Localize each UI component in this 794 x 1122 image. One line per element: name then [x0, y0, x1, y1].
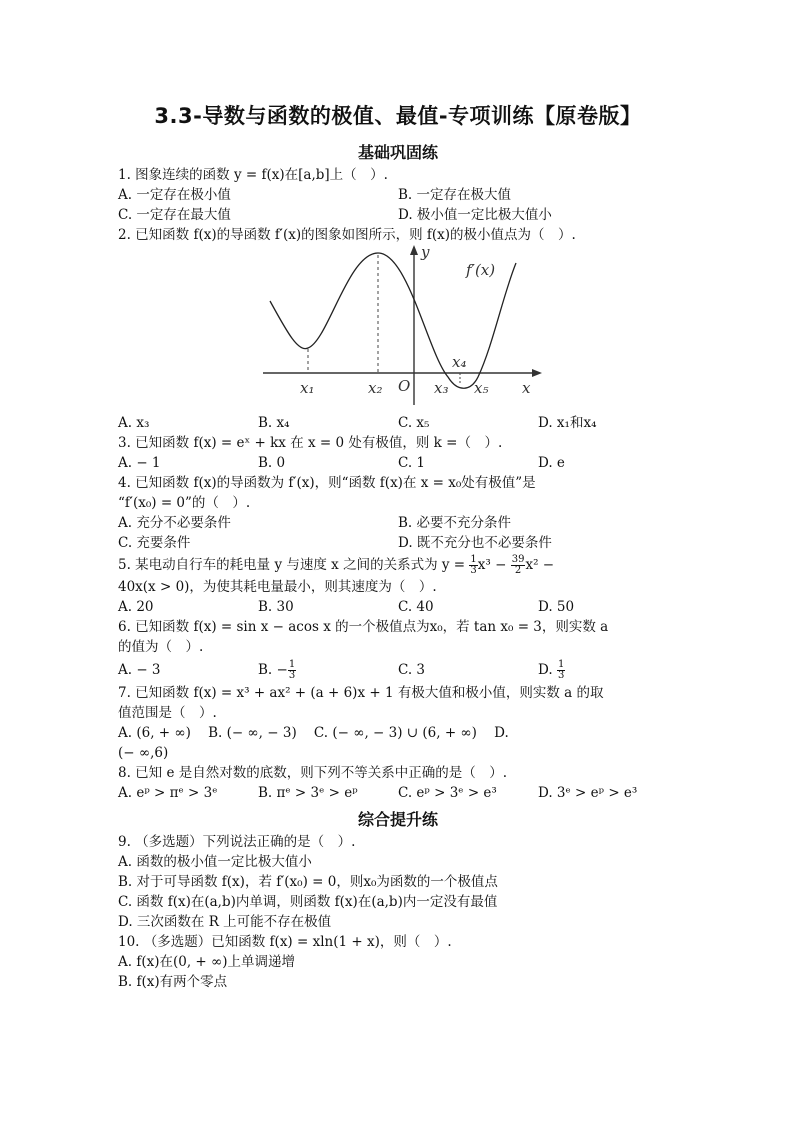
- derivative-graph: [118, 245, 678, 413]
- section-heading-basic: 基础巩固练: [357, 143, 438, 162]
- option-a: A. eᵖ > πᵉ > 3ᵉ: [118, 785, 218, 801]
- y-axis-arrow: [410, 245, 418, 255]
- option-a: A. x₃: [118, 415, 150, 431]
- question-1-options-2: [118, 205, 678, 225]
- question-4-options-2: [118, 533, 678, 553]
- option-c: C. (− ∞, − 3) ∪ (6, + ∞): [313, 725, 477, 741]
- option-c: C. eᵖ > 3ᵉ > e³: [398, 785, 497, 801]
- origin-label: O: [398, 377, 411, 395]
- frac-den: 2: [514, 565, 522, 576]
- x3-label: x₃: [434, 379, 449, 397]
- option-d: D.: [494, 725, 509, 741]
- option-b: B. 30: [258, 599, 294, 615]
- question-10-option-a: A. f(x)在(0, + ∞)上单调递增: [118, 954, 296, 970]
- question-6-stem-line-2: 的值为（ ）.: [118, 639, 204, 655]
- question-9-option-b: B. 对于可导函数 f(x)，若 f′(x₀) = 0，则x₀为函数的一个极值点: [118, 874, 498, 890]
- frac-den: 3: [470, 565, 477, 576]
- question-4-options: [118, 513, 678, 533]
- option-b: B. πᵉ > 3ᵉ > eᵖ: [258, 785, 358, 801]
- question-6-stem-line-1: 6. 已知函数 f(x) = sin x − acos x 的一个极值点为x₀，若 tan x₀ = 3，则实数 a: [118, 619, 609, 635]
- option-d-prefix: D.: [538, 662, 553, 678]
- question-3-stem: 3. 已知函数 f(x) = eˣ + kx 在 x = 0 处有极值，则 k =（ ）.: [118, 435, 503, 451]
- frac-den: 3: [288, 670, 296, 681]
- question-2-stem: 2. 已知函数 f(x)的导函数 f′(x)的图象如图所示，则 f(x)的极小值点为（ ）.: [118, 227, 576, 243]
- option-a: A. (6, + ∞): [118, 725, 191, 741]
- q5-text-pre: 5. 某电动自行车的耗电量 y 与速度 x 之间的关系式为 y =: [118, 557, 466, 573]
- question-9-option-c: C. 函数 f(x)在(a,b)内单调，则函数 f(x)在(a,b)内一定没有最值: [118, 894, 498, 910]
- question-1-stem: 1. 图象连续的函数 y = f(x)在[a,b]上（ ）.: [118, 167, 388, 183]
- option-c: C. 1: [398, 455, 426, 471]
- option-b: B. (− ∞, − 3): [208, 725, 297, 741]
- frac-num: 1: [288, 659, 296, 670]
- option-a: A. − 1: [118, 455, 161, 471]
- question-2-options: [118, 413, 678, 433]
- fraction-one-third: [557, 660, 565, 681]
- frac-num: 1: [557, 659, 565, 670]
- option-b: B. 必要不充分条件: [398, 515, 512, 531]
- x1-label: x₁: [300, 379, 315, 397]
- q5-text-post: x² −: [525, 557, 555, 573]
- question-6-options: [118, 657, 678, 683]
- option-c: C. 充要条件: [118, 535, 191, 551]
- frac-den: 3: [557, 670, 565, 681]
- option-b: B. x₄: [258, 415, 290, 431]
- question-8-options: [118, 783, 678, 803]
- page-title: 3.3-导数与函数的极值、最值-专项训练【原卷版】: [154, 104, 642, 128]
- option-b: B. 一定存在极大值: [398, 187, 512, 203]
- x-axis-label: x: [522, 379, 531, 397]
- question-8-stem: 8. 已知 e 是自然对数的底数，则下列不等关系中正确的是（ ）.: [118, 765, 508, 781]
- question-7-stem-line-1: 7. 已知函数 f(x) = x³ + ax² + (a + 6)x + 1 有极大值和极小值，则实数 a 的取: [118, 685, 604, 701]
- option-d: D. x₁和x₄: [538, 415, 597, 431]
- question-9-option-a: A. 函数的极小值一定比极大值小: [118, 854, 312, 870]
- option-c: C. 一定存在最大值: [118, 207, 231, 223]
- option-c: C. 3: [398, 662, 426, 678]
- x4-label: x₄: [452, 353, 467, 371]
- question-3-options: [118, 453, 678, 473]
- question-4-stem-line-2: “f′(x₀) = 0”的（ ）.: [118, 495, 251, 511]
- fraction-one-third: [288, 660, 296, 681]
- question-5-stem-line-1: [118, 553, 678, 577]
- frac-num: 1: [470, 554, 477, 565]
- question-7-options: [118, 723, 678, 743]
- x5-label: x₅: [474, 379, 489, 397]
- option-d: D. e: [538, 455, 565, 471]
- x-axis-arrow: [532, 369, 542, 377]
- option-a: A. − 3: [118, 662, 161, 678]
- question-4-stem-line-1: 4. 已知函数 f(x)的导函数为 f′(x)，则“函数 f(x)在 x = x₀处有极值”是: [118, 475, 536, 491]
- option-d: D. 既不充分也不必要条件: [398, 535, 552, 551]
- option-a: A. 一定存在极小值: [118, 187, 231, 203]
- option-a: A. 充分不必要条件: [118, 515, 231, 531]
- option-b: B. 0: [258, 455, 286, 471]
- question-10-option-b: B. f(x)有两个零点: [118, 974, 228, 990]
- option-b-prefix: B. −: [258, 662, 288, 678]
- option-d: D. 极小值一定比极大值小: [398, 207, 552, 223]
- question-7-option-d-range: (− ∞,6): [118, 745, 169, 761]
- option-d: D. 50: [538, 599, 575, 615]
- y-axis-label: y: [421, 245, 430, 261]
- question-10-stem: 10. （多选题）已知函数 f(x) = xln(1 + x)，则（ ）.: [118, 934, 452, 950]
- x2-label: x₂: [368, 379, 383, 397]
- worksheet-page: [118, 100, 678, 992]
- q5-text-mid: x³ −: [477, 557, 507, 573]
- fraction-39-halves: [511, 555, 526, 576]
- question-7-stem-line-2: 值范围是（ ）.: [118, 705, 217, 721]
- derivative-graph-svg: [258, 245, 548, 413]
- question-5-options: [118, 597, 678, 617]
- curve-label: f′(x): [466, 261, 496, 279]
- option-c: C. 40: [398, 599, 434, 615]
- option-d: [538, 657, 678, 683]
- question-9-stem: 9. （多选题）下列说法正确的是（ ）.: [118, 834, 356, 850]
- frac-num: 39: [511, 554, 525, 565]
- option-a: A. 20: [118, 599, 154, 615]
- question-9-option-d: D. 三次函数在 R 上可能不存在极值: [118, 914, 332, 930]
- option-c: C. x₅: [398, 415, 430, 431]
- option-d: D. 3ᵉ > eᵖ > e³: [538, 785, 638, 801]
- question-1-options: [118, 185, 678, 205]
- question-5-stem-line-2: 40x(x > 0)，为使其耗电量最小，则其速度为（ ）.: [118, 579, 437, 595]
- section-heading-advanced: 综合提升练: [357, 810, 438, 829]
- option-b: [258, 657, 398, 683]
- fraction-one-third: [469, 555, 477, 576]
